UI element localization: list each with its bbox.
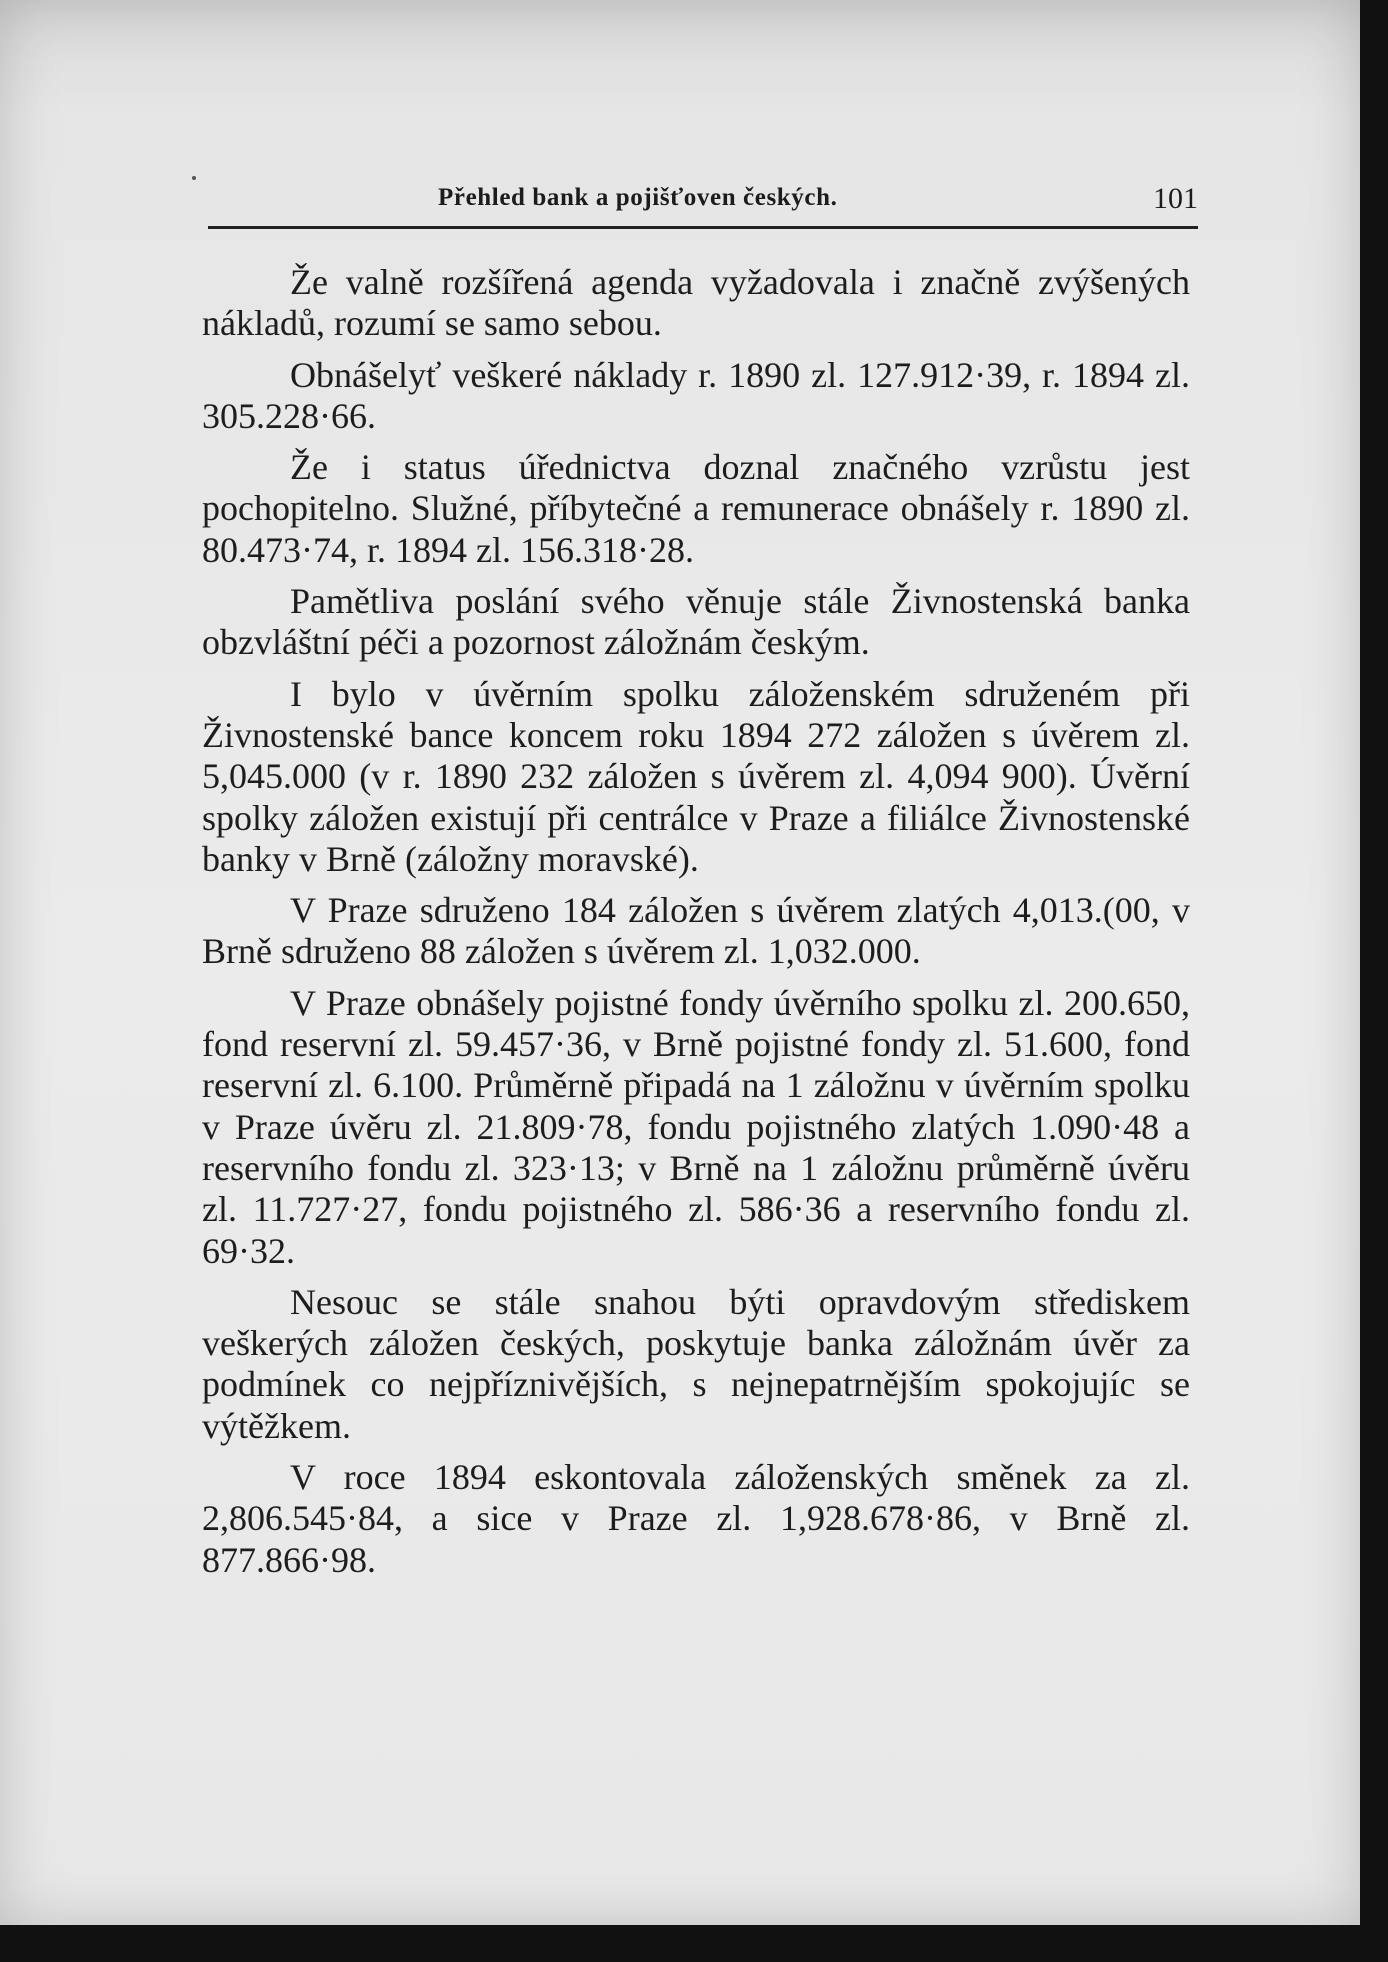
paragraph: Že valně rozšířená agenda vyžadovala i značně zvýšených nákladů, rozumí se samo sebou. (202, 262, 1190, 344)
running-header (208, 180, 1198, 229)
scan-border-bottom (0, 1925, 1388, 1962)
scan-border-right (1360, 0, 1388, 1962)
body-text (202, 262, 1190, 1591)
paragraph: V Praze obnášely pojistné fondy úvěrního spolku zl. 200.650, fond reservní zl. 59.457·36, v Brně pojistné fondy zl. 51.600, fond reservní zl. 6.100. Průměrně připadá na 1 záložnu v úvěrním spolku v Praze úvěru zl. 21.809·78, fondu pojistného zlatých 1.090·48 a reservního fondu zl. 323·13; v Brně na 1 záložnu průměrně úvěru zl. 11.727·27, fondu pojistného zl. 586·36 a reservního fondu zl. 69·32. (202, 982, 1190, 1271)
page-number: 101 (1153, 182, 1198, 215)
header-title: Přehled bank a pojišťoven českých. (438, 184, 838, 211)
paragraph: Nesouc se stále snahou býti opravdovým střediskem veškerých záložen českých, poskytuje banka záložnám úvěr za podmínek co nejpříznivějších, s nejnepatrnějším spokojujíc se výtěžkem. (202, 1281, 1190, 1446)
paragraph: V roce 1894 eskontovala záloženských směnek za zl. 2,806.545·84, a sice v Praze zl. 1,928.678·86, v Brně zl. 877.866·98. (202, 1457, 1190, 1580)
paragraph: Pamětliva poslání svého věnuje stále Živnostenská banka obzvláštní péči a pozornost záložnám českým. (202, 581, 1190, 663)
paragraph: Že i status úřednictva doznal značného vzrůstu jest pochopitelno. Služné, příbytečné a remunerace obnášely r. 1890 zl. 80.473·74, r. 1894 zl. 156.318·28. (202, 447, 1190, 570)
paragraph: Obnášelyť veškeré náklady r. 1890 zl. 127.912·39, r. 1894 zl. 305.228·66. (202, 354, 1190, 436)
dust-speck (192, 176, 196, 180)
paragraph: V Praze sdruženo 184 záložen s úvěrem zlatých 4,013.(00, v Brně sdruženo 88 záložen s úvěrem zl. 1,032.000. (202, 890, 1190, 972)
paragraph: I bylo v úvěrním spolku záloženském sdruženém při Živnostenské bance koncem roku 1894 272 záložen s úvěrem zl. 5,045.000 (v r. 1890 232 záložen s úvěrem zl. 4,094 900). Úvěrní spolky záložen existují při centrálce v Praze a filiálce Živnostenské banky v Brně (záložny moravské). (202, 673, 1190, 879)
